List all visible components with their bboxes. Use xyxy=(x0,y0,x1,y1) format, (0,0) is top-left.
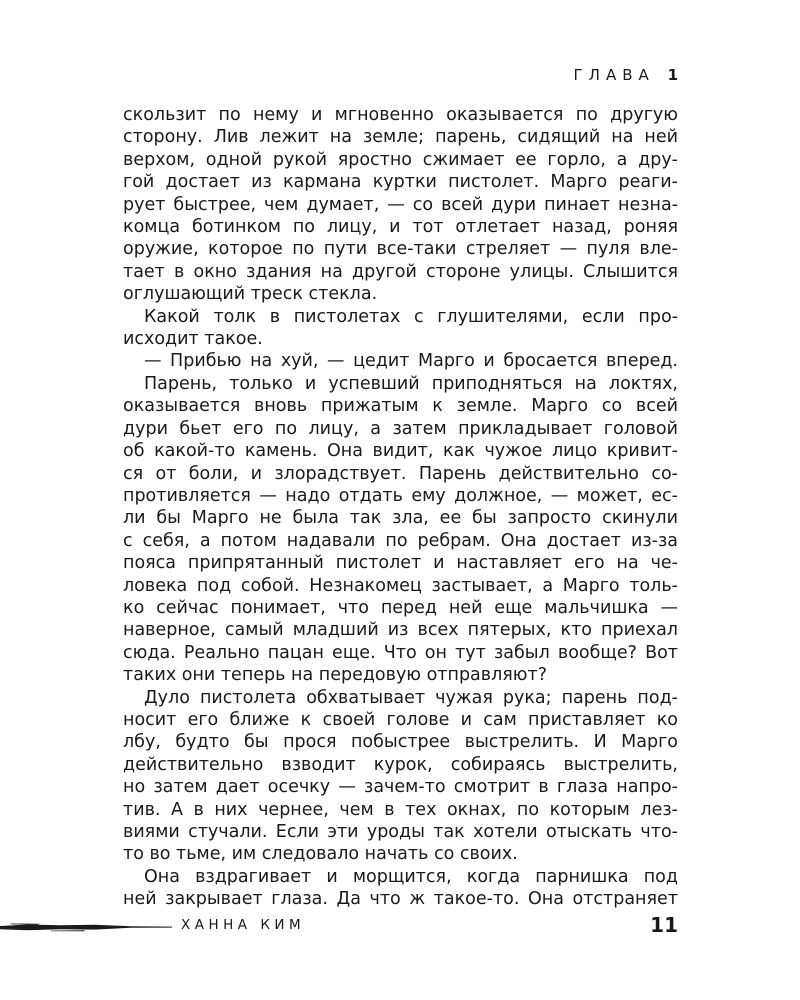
text-line: таких они теперь на передовую отправляют? xyxy=(123,665,548,686)
text-line: ко сейчас понимает, что перед ней еще мальчишка — xyxy=(123,597,678,618)
running-head xyxy=(574,66,678,84)
author-name: ХАННА КИМ xyxy=(181,917,306,933)
chapter-number: 1 xyxy=(667,66,678,84)
text-line: ся от боли, и злорадствует. Парень действительно со- xyxy=(123,463,678,484)
text-line: оглушающий треск стекла. xyxy=(123,284,378,305)
text-line: сюда. Реально пацан еще. Что он тут забыл вообще? Вот xyxy=(123,642,678,663)
text-line: ней закрывает глаза. Да что ж такое-то. Она отстраняет xyxy=(123,889,678,910)
text-line: действительно взводит курок, собираясь выстрелить, xyxy=(123,754,678,775)
text-line: тив. А в них чернее, чем в тех окнах, по которым лез- xyxy=(123,799,678,820)
body-text xyxy=(123,104,678,911)
page-footer xyxy=(0,912,800,942)
text-line: наверное, самый младший из всех пятерых, кто приехал xyxy=(123,620,678,641)
text-line: сторону. Лив лежит на земле; парень, сидящий на ней xyxy=(123,127,678,148)
text-line: об какой-то камень. Она видит, как чужое лицо кривит- xyxy=(123,441,678,462)
text-line: но затем дает осечку — зачем-то смотрит в глаза напро- xyxy=(123,777,678,798)
chapter-word: ГЛАВА xyxy=(573,66,655,84)
text-line: противляется — надо отдать ему должное, — может, ес- xyxy=(123,485,678,506)
paragraph-start-line: — Прибью на хуй, — цедит Марго и бросается вперед. xyxy=(144,351,678,372)
paragraph-start-line: Какой толк в пистолетах с глушителями, если про- xyxy=(144,306,678,327)
text-line: рует быстрее, чем думает, — со всей дури пинает незна- xyxy=(123,194,678,215)
paragraph-start-line: Парень, только и успевший приподняться на локтях, xyxy=(144,373,678,394)
text-line: оружие, которое по пути все-таки стреляет — пуля вле- xyxy=(123,239,678,260)
text-line: тает в окно здания на другой стороне улицы. Слышится xyxy=(123,261,678,282)
text-line: пояса припрятанный пистолет и наставляет его на че- xyxy=(123,553,678,574)
text-line: гой достает из кармана куртки пистолет. Марго реаги- xyxy=(123,172,678,193)
text-line: исходит такое. xyxy=(123,329,263,350)
text-line: лбу, будто бы прося побыстрее выстрелить. И Марго xyxy=(123,732,678,753)
paragraph-start-line: Дуло пистолета обхватывает чужая рука; парень под- xyxy=(144,687,678,708)
brush-stroke-decoration xyxy=(0,921,172,933)
text-line: ловека под собой. Незнакомец застывает, а Марго толь- xyxy=(123,575,678,596)
text-line: дури бьет его по лицу, а затем прикладывает головой xyxy=(123,418,678,439)
text-line: с себя, а потом надавали по ребрам. Она достает из-за xyxy=(123,530,678,551)
text-line: комца ботинком по лицу, и тот отлетает назад, роняя xyxy=(123,217,678,238)
text-line: ли бы Марго не была так зла, ее бы запросто скинули xyxy=(123,508,678,529)
text-line: носит его ближе к своей голове и сам приставляет ко xyxy=(123,709,678,730)
text-line: виями стучали. Если эти уроды так хотели отыскать что- xyxy=(123,822,678,842)
text-line: верхом, одной рукой яростно сжимает ее горло, а дру- xyxy=(123,149,678,170)
paragraph-start-line: Она вздрагивает и морщится, когда парнишка под xyxy=(144,866,678,887)
text-line: оказывается вновь прижатым к земле. Марго со всей xyxy=(123,396,678,417)
text-line: скользит по нему и мгновенно оказывается по другую xyxy=(123,105,678,125)
page-number: 11 xyxy=(650,913,678,937)
text-line: то во тьме, им следовало начать со своих. xyxy=(123,844,518,865)
